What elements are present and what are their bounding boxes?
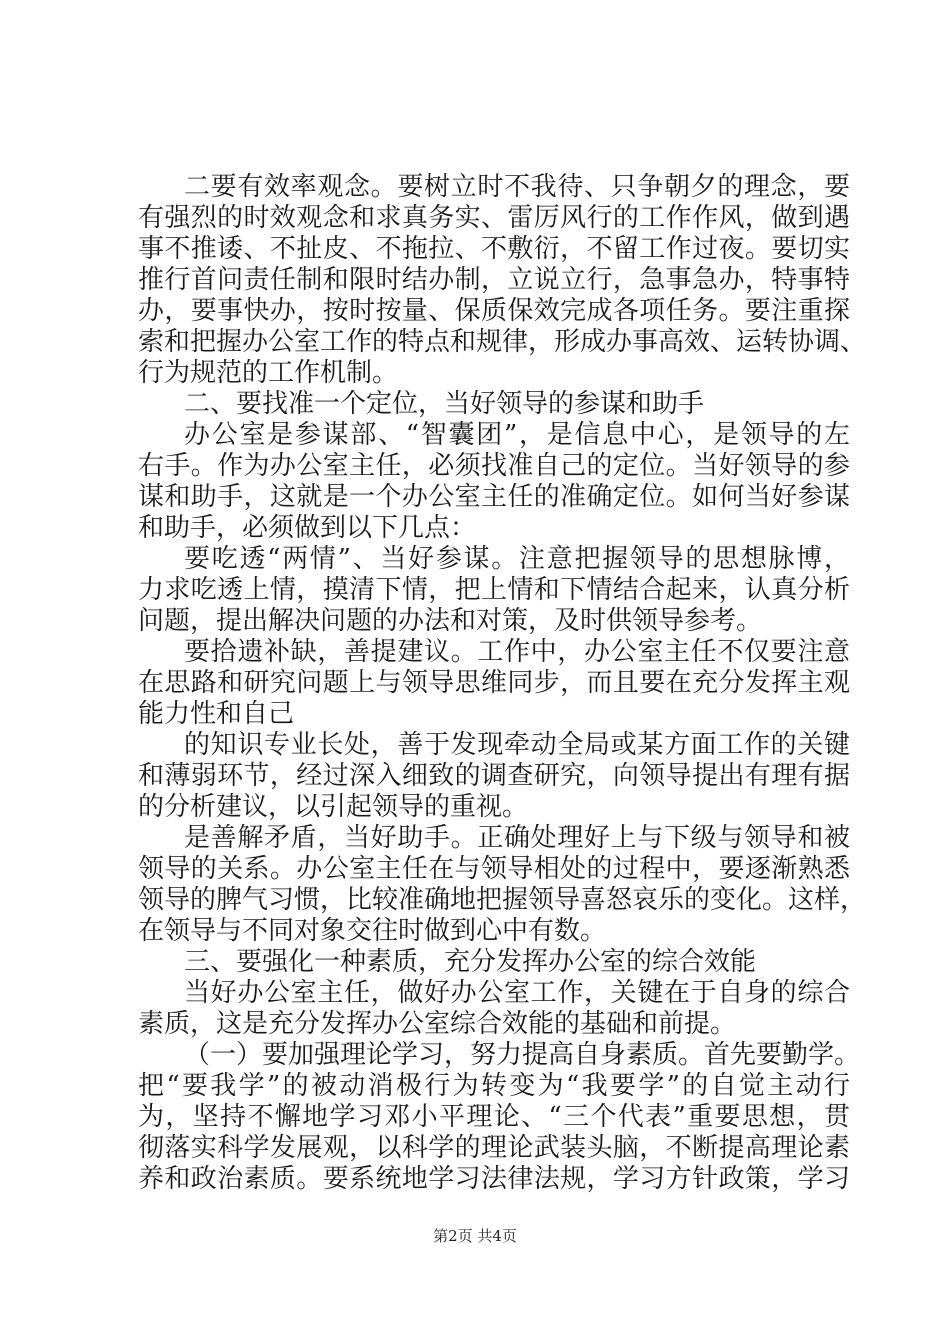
text-line: 彻落实科学发展观，以科学的理论武装头脑，不断提高理论素 <box>138 1133 850 1163</box>
text-line: 的分析建议，以引起领导的重视。 <box>138 792 529 822</box>
text-line: 事不推诿、不扯皮、不拖拉、不敷衍，不留工作过夜。要切实 <box>138 234 850 264</box>
text-line: 行为规范的工作机制。 <box>138 358 399 388</box>
text-line: 和助手，必须做到以下几点： <box>138 513 477 543</box>
text-line: 索和把握办公室工作的特点和规律，形成办事高效、运转协调、 <box>138 327 867 357</box>
text-line: 当好办公室主任，做好办公室工作，关键在于自身的综合 <box>184 978 850 1008</box>
text-line: 办公室是参谋部、“智囊团”，是信息中心，是领导的左 <box>184 420 850 450</box>
text-line: 能力性和自己 <box>138 699 295 729</box>
text-line: 二要有效率观念。要树立时不我待、只争朝夕的理念，要 <box>184 172 850 202</box>
text-line: 在思路和研究问题上与领导思维同步，而且要在充分发挥主观 <box>138 668 850 698</box>
text-line: 要拾遗补缺，善提建议。工作中，办公室主任不仅要注意 <box>184 637 850 667</box>
text-line: 谋和助手，这就是一个办公室主任的准确定位。如何当好参谋 <box>138 482 850 512</box>
text-line: 养和政治素质。要系统地学习法律法规，学习方针政策，学习 <box>138 1164 850 1194</box>
text-line: 为，坚持不懈地学习邓小平理论、“三个代表”重要思想，贯 <box>138 1102 850 1132</box>
text-line: 和薄弱环节，经过深入细致的调查研究，向领导提出有理有据 <box>138 761 850 791</box>
text-line: 素质，这是充分发挥办公室综合效能的基础和前提。 <box>138 1009 737 1039</box>
body-text <box>138 172 867 1195</box>
text-line: 把“要我学”的被动消极行为转变为“我要学”的自觉主动行 <box>138 1071 850 1101</box>
page-footer: 第2页 共4页 <box>433 1227 517 1245</box>
text-line: 办，要事快办，按时按量、保质保效完成各项任务。要注重探 <box>138 296 850 326</box>
text-line: 推行首问责任制和限时结办制，立说立行，急事急办，特事特 <box>138 265 850 295</box>
text-line: 领导的脾气习惯，比较准确地把握领导喜怒哀乐的变化。这样， <box>138 885 867 915</box>
text-line: 问题，提出解决问题的办法和对策，及时供领导参考。 <box>138 606 763 636</box>
text-line: 在领导与不同对象交往时做到心中有数。 <box>138 916 607 946</box>
text-line: 二、要找准一个定位，当好领导的参谋和助手 <box>184 389 705 419</box>
text-line: 力求吃透上情，摸清下情，把上情和下情结合起来，认真分析 <box>138 575 850 605</box>
text-line: （一）要加强理论学习，努力提高自身素质。首先要勤学。 <box>184 1040 861 1070</box>
text-line: 的知识专业长处，善于发现牵动全局或某方面工作的关键 <box>184 730 850 760</box>
text-line: 三、要强化一种素质，充分发挥办公室的综合效能 <box>184 947 757 977</box>
text-line: 要吃透“两情”、当好参谋。注意把握领导的思想脉博， <box>184 544 850 574</box>
text-line: 有强烈的时效观念和求真务实、雷厉风行的工作作风，做到遇 <box>138 203 850 233</box>
text-line: 领导的关系。办公室主任在与领导相处的过程中，要逐渐熟悉 <box>138 854 850 884</box>
text-line: 是善解矛盾，当好助手。正确处理好上与下级与领导和被 <box>184 823 850 853</box>
text-line: 右手。作为办公室主任，必须找准自己的定位。当好领导的参 <box>138 451 850 481</box>
